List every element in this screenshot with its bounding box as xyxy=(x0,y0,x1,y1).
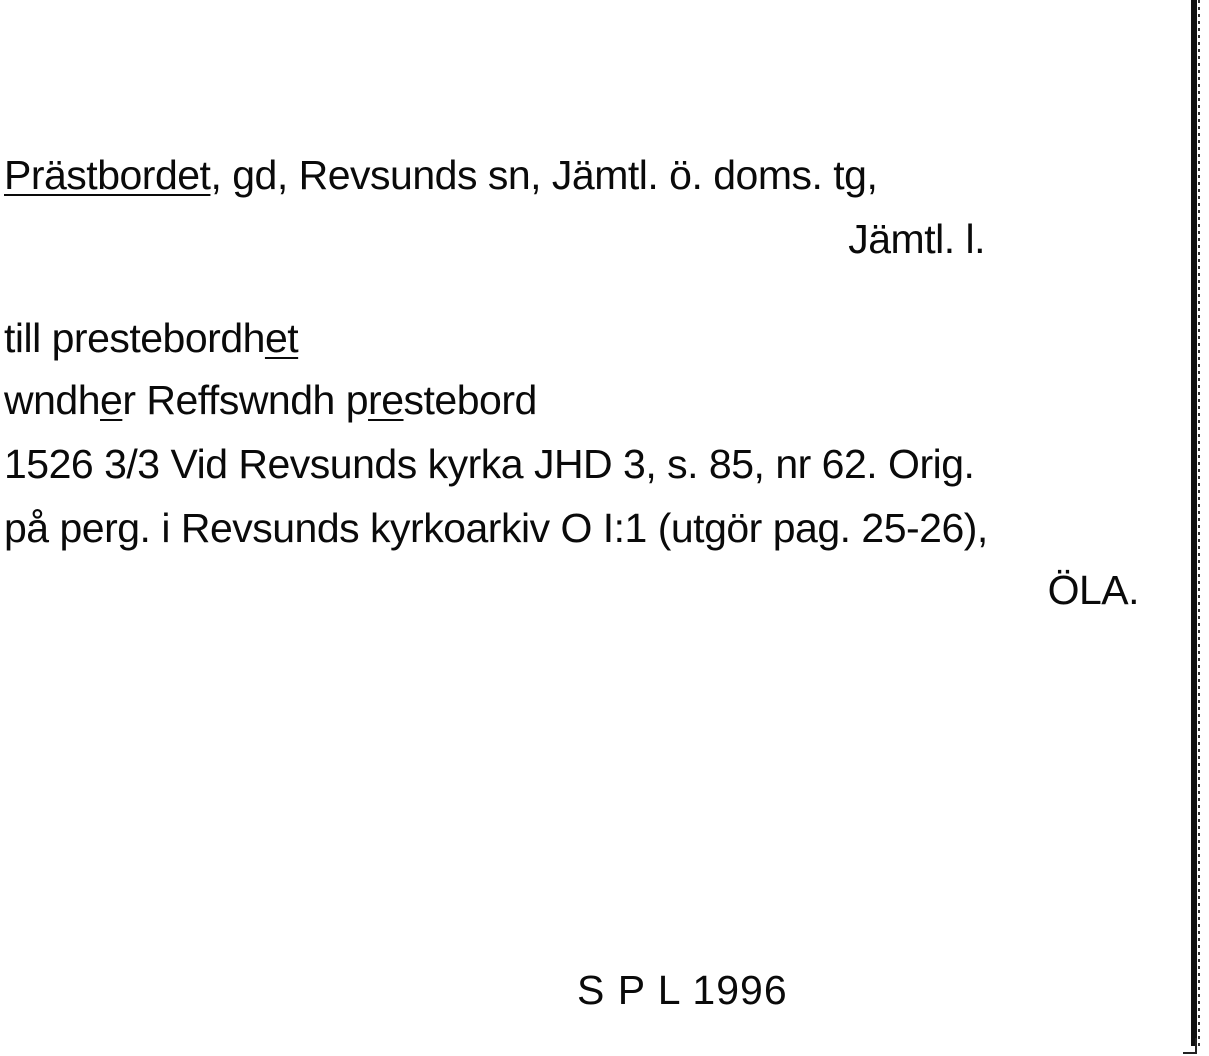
form-2-part-1: wndh xyxy=(4,377,101,423)
heading-line-2: Jämtl. l. xyxy=(848,216,985,262)
signature: S P L 1996 xyxy=(577,967,788,1013)
card-edge-corner xyxy=(1183,1038,1197,1054)
card-edge-border xyxy=(1191,0,1197,1046)
headword-description: , gd, Revsunds sn, Jämtl. ö. doms. tg, xyxy=(210,152,878,198)
source-line-3: ÖLA. xyxy=(1047,567,1139,613)
heading-line-1 xyxy=(4,152,877,198)
card-edge-border-dotted xyxy=(1198,0,1200,1046)
source-line-1: 1526 3/3 Vid Revsunds kyrka JHD 3, s. 85, nr 62. Orig. xyxy=(4,441,975,487)
form-2-part-5: stebord xyxy=(403,377,537,423)
headword: Prästbordet xyxy=(4,152,211,198)
form-1-part-1: till prestebordh xyxy=(4,315,265,361)
form-2-part-3: r Reffswndh p xyxy=(122,377,369,423)
form-line-1 xyxy=(4,315,298,361)
form-2-part-2: e xyxy=(100,377,123,423)
form-2-part-4: re xyxy=(368,377,404,423)
form-line-2 xyxy=(4,377,537,423)
source-line-2: på perg. i Revsunds kyrkoarkiv O I:1 (utgör pag. 25-26), xyxy=(4,505,988,551)
form-1-part-2: et xyxy=(264,315,299,361)
